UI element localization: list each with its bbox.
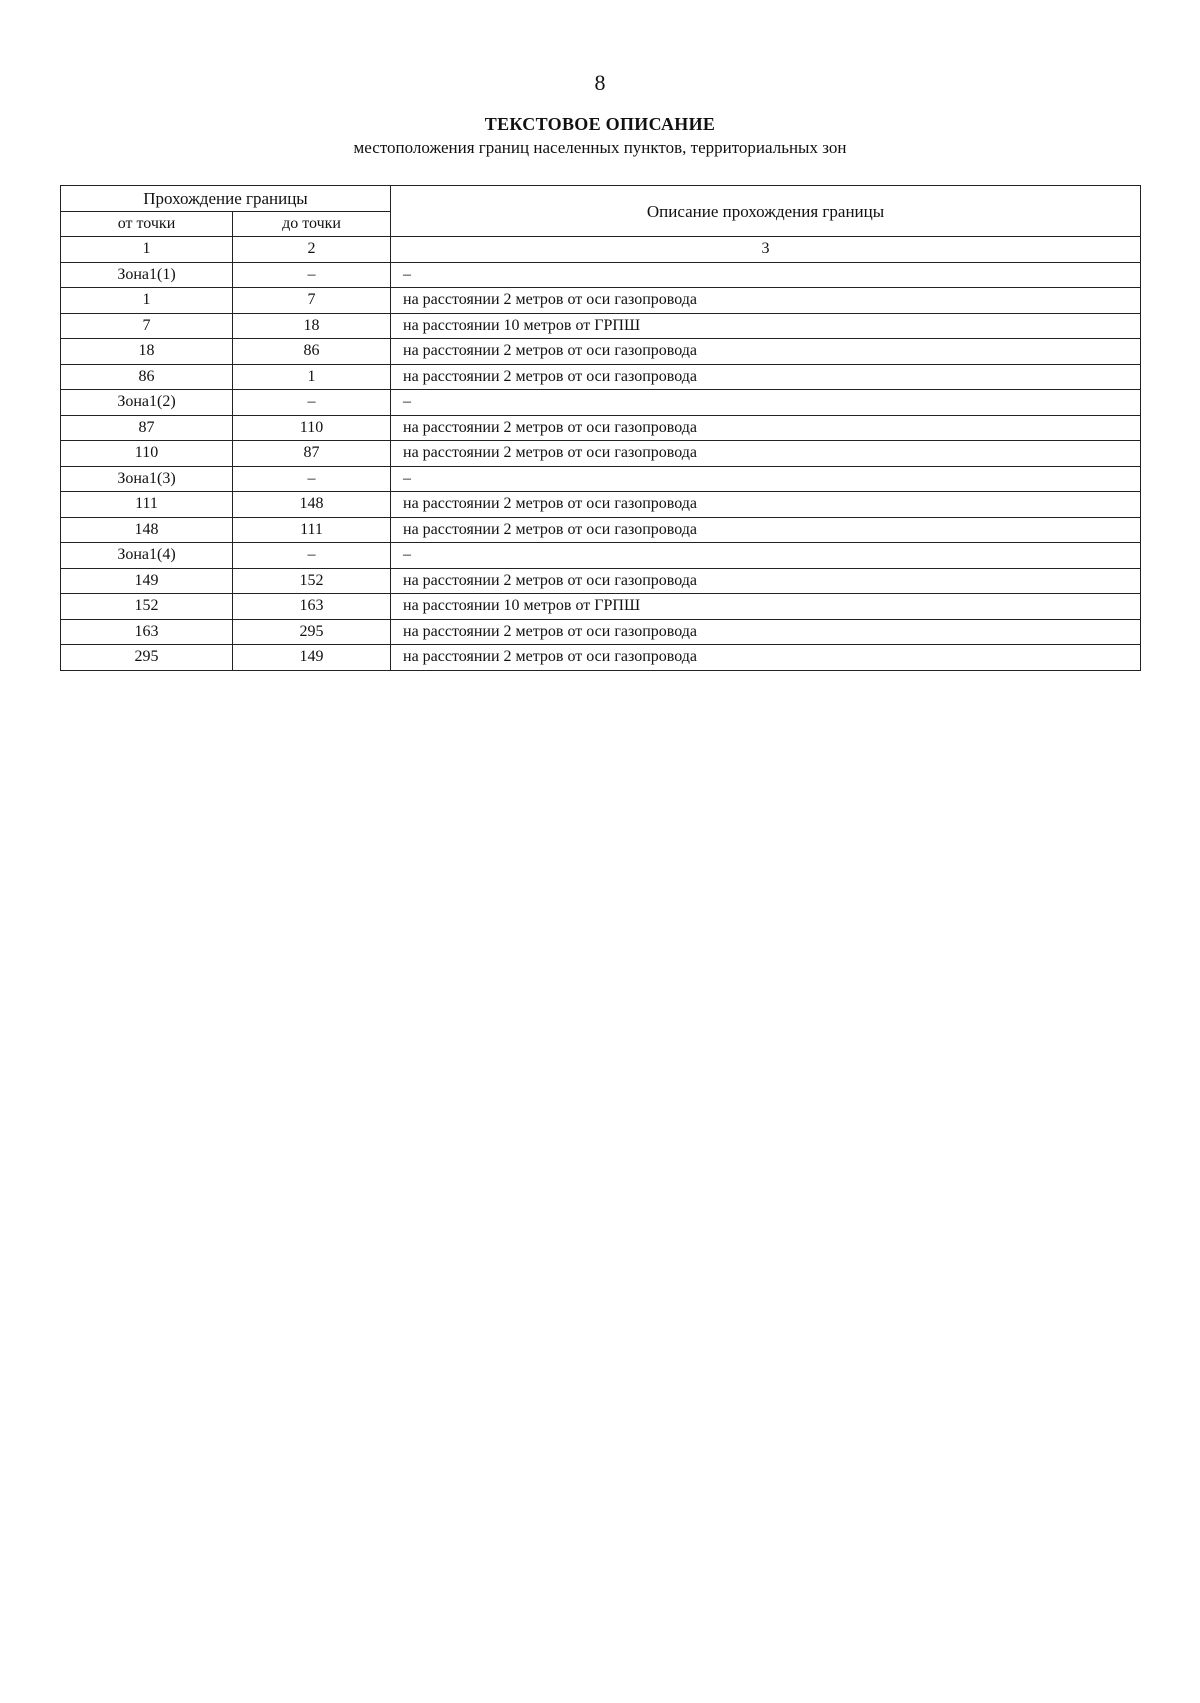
description-cell: на расстоянии 2 метров от оси газопровода (391, 517, 1141, 543)
table-row (61, 568, 1141, 594)
table-row (61, 441, 1141, 467)
from-point-cell: 152 (61, 594, 233, 620)
to-point-cell: 18 (233, 313, 391, 339)
description-cell: на расстоянии 2 метров от оси газопровода (391, 568, 1141, 594)
description-cell: на расстоянии 2 метров от оси газопровода (391, 645, 1141, 671)
from-point-cell: 87 (61, 415, 233, 441)
table-body (61, 262, 1141, 670)
to-point-cell: 86 (233, 339, 391, 365)
boundary-table (60, 185, 1141, 671)
to-point-cell: 152 (233, 568, 391, 594)
from-point-cell: 86 (61, 364, 233, 390)
to-point-cell: 111 (233, 517, 391, 543)
to-point-cell: – (233, 466, 391, 492)
description-cell: на расстоянии 2 метров от оси газопровода (391, 415, 1141, 441)
table-row (61, 364, 1141, 390)
table-row (61, 645, 1141, 671)
to-point-cell: – (233, 543, 391, 569)
group-header-cell: Прохождение границы (61, 186, 391, 212)
column-number-2: 2 (233, 237, 391, 263)
to-point-cell: 110 (233, 415, 391, 441)
to-point-cell: 149 (233, 645, 391, 671)
table-row (61, 313, 1141, 339)
from-point-cell: 295 (61, 645, 233, 671)
table-row (61, 619, 1141, 645)
table-row (61, 492, 1141, 518)
description-cell: – (391, 390, 1141, 416)
table-row (61, 543, 1141, 569)
from-point-cell: 163 (61, 619, 233, 645)
column-number-row (61, 237, 1141, 263)
to-point-cell: 87 (233, 441, 391, 467)
to-point-header: до точки (233, 211, 391, 237)
to-point-cell: 7 (233, 288, 391, 314)
table-row (61, 339, 1141, 365)
from-point-cell: 110 (61, 441, 233, 467)
description-cell: на расстоянии 2 метров от оси газопровода (391, 492, 1141, 518)
to-point-cell: 148 (233, 492, 391, 518)
description-cell: – (391, 466, 1141, 492)
to-point-cell: 163 (233, 594, 391, 620)
from-point-cell: 111 (61, 492, 233, 518)
header-row-group (61, 186, 1141, 212)
description-cell: на расстоянии 2 метров от оси газопровода (391, 364, 1141, 390)
table-row (61, 262, 1141, 288)
from-point-cell: 7 (61, 313, 233, 339)
description-cell: – (391, 262, 1141, 288)
description-cell: – (391, 543, 1141, 569)
table-row (61, 594, 1141, 620)
description-header-cell: Описание прохождения границы (391, 186, 1141, 237)
from-point-cell: 1 (61, 288, 233, 314)
page-number: 8 (594, 70, 606, 95)
table-row (61, 390, 1141, 416)
from-point-cell: Зона1(1) (61, 262, 233, 288)
from-point-cell: Зона1(4) (61, 543, 233, 569)
table-row (61, 517, 1141, 543)
from-point-cell: 149 (61, 568, 233, 594)
from-point-header: от точки (61, 211, 233, 237)
from-point-cell: Зона1(2) (61, 390, 233, 416)
to-point-cell: – (233, 390, 391, 416)
description-cell: на расстоянии 2 метров от оси газопровода (391, 441, 1141, 467)
document-subtitle: местоположения границ населенных пунктов, территориальных зон (353, 138, 847, 157)
to-point-cell: 1 (233, 364, 391, 390)
to-point-cell: – (233, 262, 391, 288)
description-cell: на расстоянии 2 метров от оси газопровода (391, 619, 1141, 645)
column-number-1: 1 (61, 237, 233, 263)
to-point-cell: 295 (233, 619, 391, 645)
description-cell: на расстоянии 2 метров от оси газопровода (391, 288, 1141, 314)
table-row (61, 415, 1141, 441)
table-row (61, 466, 1141, 492)
table-row (61, 288, 1141, 314)
from-point-cell: Зона1(3) (61, 466, 233, 492)
from-point-cell: 148 (61, 517, 233, 543)
table-header (61, 186, 1141, 263)
column-number-3: 3 (391, 237, 1141, 263)
description-cell: на расстоянии 2 метров от оси газопровода (391, 339, 1141, 365)
from-point-cell: 18 (61, 339, 233, 365)
description-cell: на расстоянии 10 метров от ГРПШ (391, 313, 1141, 339)
document-title: ТЕКСТОВОЕ ОПИСАНИЕ (484, 114, 716, 134)
description-cell: на расстоянии 10 метров от ГРПШ (391, 594, 1141, 620)
